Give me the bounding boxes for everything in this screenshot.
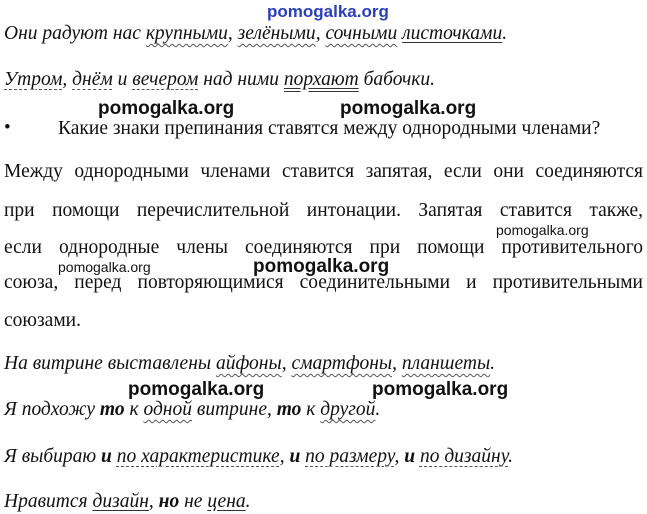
example-3: Я выбираю и по характеристике, и по размеру, и по дизайну. xyxy=(4,446,514,467)
answer-line: союза, перед повторяющимися соединительными и противительными xyxy=(4,272,643,293)
watermark: pomogalka.org xyxy=(340,98,477,119)
watermark: pomogalka.org xyxy=(58,259,151,275)
question: Какие знаки препинания ставятся между однородными членами? xyxy=(58,118,601,139)
watermark: pomogalka.org xyxy=(372,379,509,400)
homogeneous-member: по размеру xyxy=(305,446,395,467)
homogeneous-member: планшеты xyxy=(401,353,491,374)
conjunction: и xyxy=(404,446,416,467)
watermark: pomogalka.org xyxy=(496,222,589,238)
example-1: На витрине выставлены айфоны, смартфоны, планшеты. xyxy=(4,353,496,374)
answer-line: при помощи перечислительной интонации. Запятая ставится также, xyxy=(4,200,643,221)
predicate: порхают xyxy=(283,69,359,90)
homogeneous-member: Утром xyxy=(4,69,63,90)
homogeneous-member: сочными xyxy=(325,23,398,44)
watermark: pomogalka.org xyxy=(253,256,390,277)
homogeneous-member: цена xyxy=(207,491,246,512)
answer-line: Между однородными членами ставится запятая, если они соединяются xyxy=(4,161,643,182)
homogeneous-member: вечером xyxy=(132,69,199,90)
conjunction: то xyxy=(99,399,125,420)
homogeneous-member: смартфоны xyxy=(291,353,393,374)
answer-line: если однородные члены соединяются при помощи противительного xyxy=(4,237,643,258)
example-4: Нравится дизайн, но не цена. xyxy=(4,491,251,512)
answer-line: союзами. xyxy=(4,310,81,331)
homogeneous-member: крупными xyxy=(145,23,228,44)
watermark-top: pomogalka.org xyxy=(267,2,389,21)
homogeneous-member: другой xyxy=(320,399,376,420)
homogeneous-member: зелёными xyxy=(237,23,316,44)
homogeneous-member: одной xyxy=(143,399,192,420)
homogeneous-member: по дизайну xyxy=(419,446,509,467)
homogeneous-member: по характеристике xyxy=(116,446,280,467)
example-sentence-1: Они радуют нас крупными, зелёными, сочными листочками. xyxy=(4,23,508,44)
conjunction: и xyxy=(289,446,301,467)
example-2: Я подхожу то к одной витрине, то к другой. xyxy=(4,399,381,420)
homogeneous-member: дизайн xyxy=(92,491,149,512)
example-sentence-2: Утром, днём и вечером над ними порхают бабочки. xyxy=(4,69,435,90)
conjunction: то xyxy=(276,399,302,420)
conjunction: и xyxy=(101,446,112,467)
underlined-noun: листочками xyxy=(402,23,503,44)
bullet-icon: • xyxy=(4,117,11,138)
homogeneous-member: днём xyxy=(72,69,113,90)
conjunction: но xyxy=(158,491,180,512)
watermark: pomogalka.org xyxy=(98,98,235,119)
watermark: pomogalka.org xyxy=(128,379,265,400)
homogeneous-member: айфоны xyxy=(215,353,282,374)
